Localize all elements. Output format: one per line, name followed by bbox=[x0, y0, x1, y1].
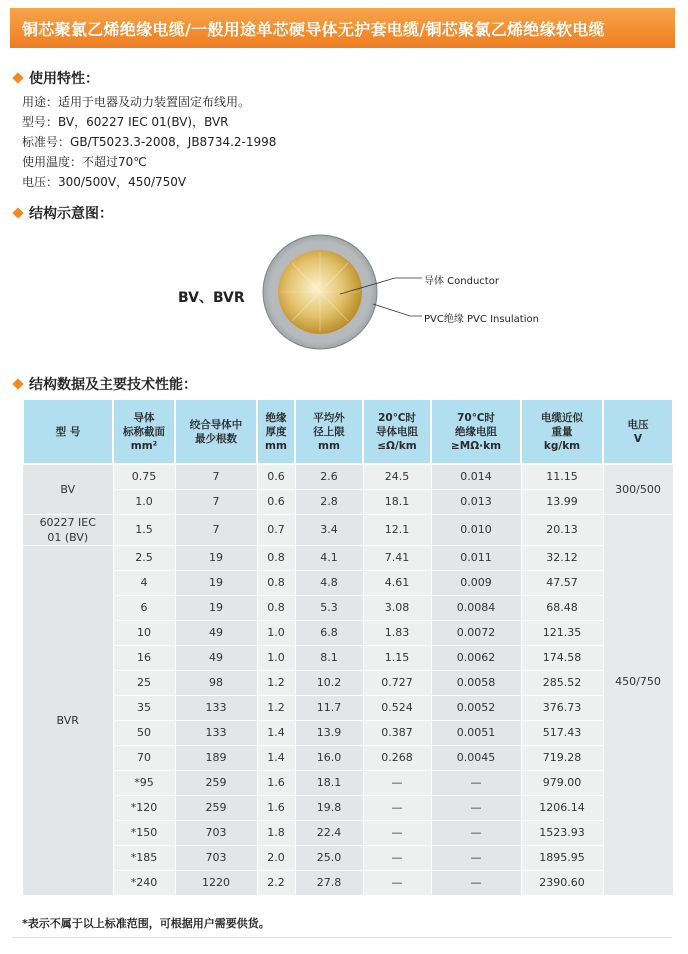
table-cell: 10.2 bbox=[295, 670, 363, 695]
spec-value: BV，60227 IEC 01(BV)，BVR bbox=[58, 115, 229, 129]
table-cell: 47.57 bbox=[521, 570, 603, 595]
table-cell: 2.0 bbox=[257, 845, 295, 870]
table-cell: 13.99 bbox=[521, 489, 603, 514]
table-row bbox=[23, 795, 673, 820]
spec-row bbox=[22, 92, 276, 112]
table-cell: 0.013 bbox=[431, 489, 521, 514]
table-cell: 1.6 bbox=[257, 795, 295, 820]
table-cell: 0.011 bbox=[431, 545, 521, 570]
table-cell: 259 bbox=[175, 770, 257, 795]
table-header-cell: 绝缘 厚度 mm bbox=[257, 399, 295, 464]
table-cell: — bbox=[431, 795, 521, 820]
table-cell: 4.61 bbox=[363, 570, 431, 595]
table-cell: 2.5 bbox=[113, 545, 175, 570]
bottom-divider bbox=[12, 937, 672, 938]
table-row bbox=[23, 545, 673, 570]
table-cell: *150 bbox=[113, 820, 175, 845]
spec-value: GB/T5023.3-2008，JB8734.2-1998 bbox=[70, 135, 277, 149]
table-row bbox=[23, 489, 673, 514]
spec-label: 使用温度： bbox=[22, 155, 83, 169]
table-row bbox=[23, 845, 673, 870]
table-cell: 11.7 bbox=[295, 695, 363, 720]
diamond-bullet-icon bbox=[12, 207, 23, 218]
spec-value: 适用于电器及动力装置固定布线用。 bbox=[58, 95, 251, 109]
table-row bbox=[23, 720, 673, 745]
table-cell: 5.3 bbox=[295, 595, 363, 620]
section-features-title: 使用特性： bbox=[12, 68, 99, 88]
diamond-bullet-icon bbox=[12, 72, 23, 83]
table-cell: 50 bbox=[113, 720, 175, 745]
table-cell: 1.83 bbox=[363, 620, 431, 645]
table-cell: — bbox=[431, 870, 521, 895]
table-cell: 376.73 bbox=[521, 695, 603, 720]
table-cell: 1206.14 bbox=[521, 795, 603, 820]
table-cell: 4.8 bbox=[295, 570, 363, 595]
table-cell: 7 bbox=[175, 514, 257, 545]
table-cell: 0.8 bbox=[257, 595, 295, 620]
table-cell: 7 bbox=[175, 489, 257, 514]
insulation-leader-line bbox=[373, 304, 422, 316]
table-cell: 0.75 bbox=[113, 464, 175, 489]
table-cell: 25.0 bbox=[295, 845, 363, 870]
model-type-cell: BV bbox=[23, 464, 113, 514]
table-cell: 517.43 bbox=[521, 720, 603, 745]
table-cell: 1.0 bbox=[113, 489, 175, 514]
table-cell: 32.12 bbox=[521, 545, 603, 570]
table-cell: 49 bbox=[175, 620, 257, 645]
table-cell: 703 bbox=[175, 820, 257, 845]
table-cell: 1.8 bbox=[257, 820, 295, 845]
table-cell: — bbox=[363, 870, 431, 895]
spec-row bbox=[22, 112, 276, 132]
table-cell: 0.727 bbox=[363, 670, 431, 695]
section-structure-title: 结构示意图： bbox=[12, 203, 113, 223]
table-cell: 18.1 bbox=[295, 770, 363, 795]
table-cell: 0.268 bbox=[363, 745, 431, 770]
table-cell: 0.6 bbox=[257, 489, 295, 514]
voltage-cell: 450/750 bbox=[603, 514, 673, 895]
table-row bbox=[23, 595, 673, 620]
table-cell: 0.387 bbox=[363, 720, 431, 745]
spec-label: 型号： bbox=[22, 115, 59, 129]
table-cell: 0.0045 bbox=[431, 745, 521, 770]
table-cell: 1.2 bbox=[257, 670, 295, 695]
table-header-cell: 20℃时 导体电阻 ≤Ω/km bbox=[363, 399, 431, 464]
table-cell: 0.8 bbox=[257, 570, 295, 595]
table-cell: 0.7 bbox=[257, 514, 295, 545]
table-cell: — bbox=[363, 820, 431, 845]
voltage-cell: 300/500 bbox=[603, 464, 673, 514]
diamond-bullet-icon bbox=[12, 378, 23, 389]
table-cell: 19 bbox=[175, 545, 257, 570]
table-cell: 133 bbox=[175, 720, 257, 745]
table-cell: 2.8 bbox=[295, 489, 363, 514]
table-row bbox=[23, 464, 673, 489]
table-cell: 4.1 bbox=[295, 545, 363, 570]
table-cell: 174.58 bbox=[521, 645, 603, 670]
table-cell: 19.8 bbox=[295, 795, 363, 820]
table-cell: 68.48 bbox=[521, 595, 603, 620]
table-cell: 7 bbox=[175, 464, 257, 489]
conductor-label: 导体 Conductor bbox=[424, 276, 499, 287]
table-cell: *95 bbox=[113, 770, 175, 795]
table-row bbox=[23, 514, 673, 545]
table-cell: 0.0051 bbox=[431, 720, 521, 745]
table-cell: 19 bbox=[175, 595, 257, 620]
table-cell: 979.00 bbox=[521, 770, 603, 795]
spec-table bbox=[22, 398, 674, 896]
table-cell: 259 bbox=[175, 795, 257, 820]
table-cell: 0.8 bbox=[257, 545, 295, 570]
table-row bbox=[23, 820, 673, 845]
table-header-row bbox=[23, 399, 673, 464]
table-cell: 25 bbox=[113, 670, 175, 695]
table-cell: 4 bbox=[113, 570, 175, 595]
table-header-cell: 绞合导体中 最少根数 bbox=[175, 399, 257, 464]
spec-row bbox=[22, 172, 276, 192]
table-cell: 3.4 bbox=[295, 514, 363, 545]
table-cell: — bbox=[431, 845, 521, 870]
table-header-cell: 电缆近似 重量 kg/km bbox=[521, 399, 603, 464]
table-cell: 16.0 bbox=[295, 745, 363, 770]
table-row bbox=[23, 570, 673, 595]
table-cell: 703 bbox=[175, 845, 257, 870]
table-cell: 0.524 bbox=[363, 695, 431, 720]
table-cell: 2390.60 bbox=[521, 870, 603, 895]
table-cell: 13.9 bbox=[295, 720, 363, 745]
table-footnote: *表示不属于以上标准范围，可根据用户需要供货。 bbox=[22, 917, 270, 930]
table-cell: 0.009 bbox=[431, 570, 521, 595]
table-cell: *120 bbox=[113, 795, 175, 820]
cable-cross-section-diagram bbox=[260, 232, 550, 352]
model-type-cell: BVR bbox=[23, 545, 113, 895]
table-cell: 22.4 bbox=[295, 820, 363, 845]
table-cell: 0.0062 bbox=[431, 645, 521, 670]
spec-label: 用途： bbox=[22, 95, 59, 109]
table-cell: 1.0 bbox=[257, 645, 295, 670]
table-cell: *185 bbox=[113, 845, 175, 870]
table-cell: 133 bbox=[175, 695, 257, 720]
table-cell: 18.1 bbox=[363, 489, 431, 514]
table-cell: 2.2 bbox=[257, 870, 295, 895]
table-cell: 10 bbox=[113, 620, 175, 645]
spec-row bbox=[22, 132, 276, 152]
table-cell: 0.6 bbox=[257, 464, 295, 489]
table-cell: *240 bbox=[113, 870, 175, 895]
spec-label: 电压： bbox=[22, 175, 59, 189]
spec-row bbox=[22, 152, 276, 172]
table-cell: 98 bbox=[175, 670, 257, 695]
table-cell: 719.28 bbox=[521, 745, 603, 770]
table-cell: 1.4 bbox=[257, 720, 295, 745]
table-cell: 1.6 bbox=[257, 770, 295, 795]
table-cell: — bbox=[431, 820, 521, 845]
table-cell: 1220 bbox=[175, 870, 257, 895]
table-cell: 20.13 bbox=[521, 514, 603, 545]
table-cell: 6 bbox=[113, 595, 175, 620]
table-cell: 285.52 bbox=[521, 670, 603, 695]
insulation-label: PVC绝缘 PVC Insulation bbox=[424, 314, 539, 325]
table-cell: 1.15 bbox=[363, 645, 431, 670]
table-header-cell: 型 号 bbox=[23, 399, 113, 464]
table-cell: 0.0058 bbox=[431, 670, 521, 695]
table-cell: 7.41 bbox=[363, 545, 431, 570]
table-cell: 11.15 bbox=[521, 464, 603, 489]
table-cell: — bbox=[363, 795, 431, 820]
table-cell: 35 bbox=[113, 695, 175, 720]
banner-title: 铜芯聚氯乙烯绝缘电缆/一般用途单芯硬导体无护套电缆/铜芯聚氯乙烯绝缘软电缆 bbox=[22, 19, 605, 39]
table-cell: 0.0072 bbox=[431, 620, 521, 645]
table-cell: 121.35 bbox=[521, 620, 603, 645]
table-cell: 1895.95 bbox=[521, 845, 603, 870]
table-cell: 12.1 bbox=[363, 514, 431, 545]
table-cell: 27.8 bbox=[295, 870, 363, 895]
page-banner bbox=[10, 8, 675, 48]
table-header-cell: 70℃时 绝缘电阻 ≥MΩ·km bbox=[431, 399, 521, 464]
table-row bbox=[23, 620, 673, 645]
table-cell: 8.1 bbox=[295, 645, 363, 670]
table-row bbox=[23, 645, 673, 670]
table-cell: 1523.93 bbox=[521, 820, 603, 845]
table-cell: 24.5 bbox=[363, 464, 431, 489]
spec-label: 标准号： bbox=[22, 135, 71, 149]
table-row bbox=[23, 870, 673, 895]
table-cell: 0.014 bbox=[431, 464, 521, 489]
table-cell: — bbox=[431, 770, 521, 795]
spec-list bbox=[22, 92, 276, 192]
table-cell: 1.4 bbox=[257, 745, 295, 770]
table-cell: 0.0084 bbox=[431, 595, 521, 620]
table-cell: 189 bbox=[175, 745, 257, 770]
table-cell: 0.010 bbox=[431, 514, 521, 545]
spec-value: 300/500V，450/750V bbox=[58, 175, 187, 189]
table-cell: 49 bbox=[175, 645, 257, 670]
table-cell: 2.6 bbox=[295, 464, 363, 489]
table-cell: 1.5 bbox=[113, 514, 175, 545]
table-cell: — bbox=[363, 845, 431, 870]
table-header-cell: 导体 标称截面 mm² bbox=[113, 399, 175, 464]
table-row bbox=[23, 770, 673, 795]
table-cell: 70 bbox=[113, 745, 175, 770]
table-row bbox=[23, 670, 673, 695]
table-header-cell: 平均外 径上限 mm bbox=[295, 399, 363, 464]
table-header-cell: 电压 V bbox=[603, 399, 673, 464]
diagram-model-label: BV、BVR bbox=[178, 290, 245, 306]
table-row bbox=[23, 745, 673, 770]
table-cell: — bbox=[363, 770, 431, 795]
table-cell: 16 bbox=[113, 645, 175, 670]
table-cell: 1.0 bbox=[257, 620, 295, 645]
table-cell: 6.8 bbox=[295, 620, 363, 645]
table-cell: 3.08 bbox=[363, 595, 431, 620]
table-row bbox=[23, 695, 673, 720]
table-cell: 19 bbox=[175, 570, 257, 595]
table-cell: 1.2 bbox=[257, 695, 295, 720]
section-data-title: 结构数据及主要技术性能： bbox=[12, 374, 197, 394]
table-cell: 0.0052 bbox=[431, 695, 521, 720]
spec-value: 不超过70℃ bbox=[82, 155, 147, 169]
model-type-cell: 60227 IEC 01 (BV) bbox=[23, 514, 113, 545]
